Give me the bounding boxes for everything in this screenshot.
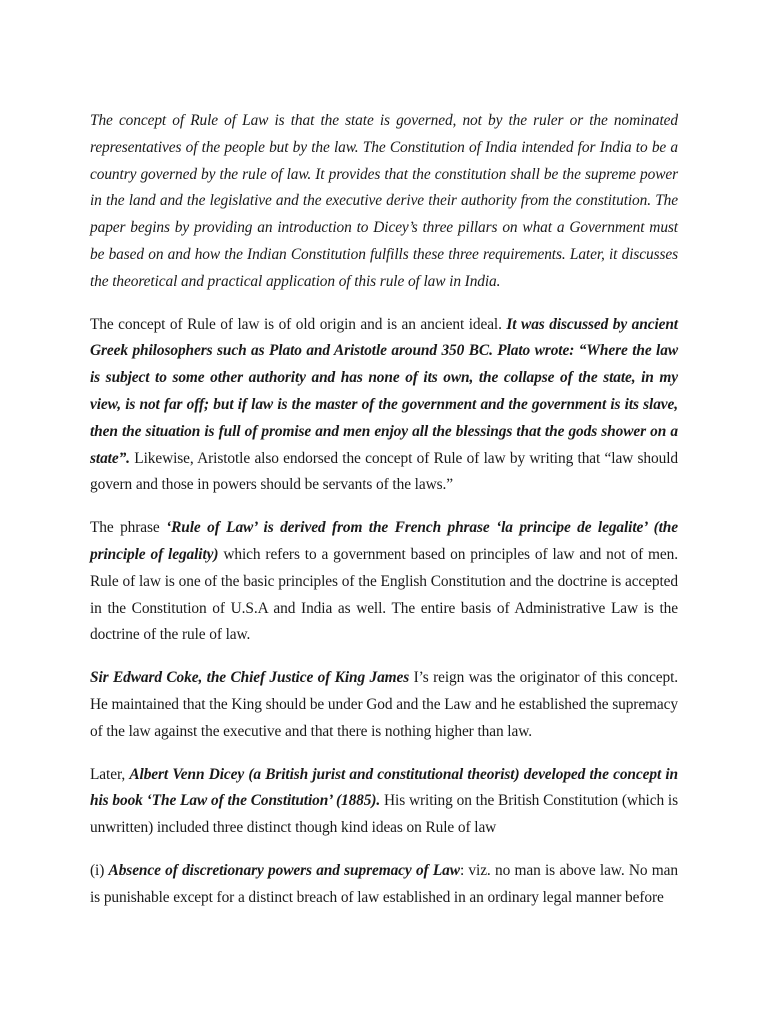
paragraph-first-principle	[90, 858, 678, 912]
emphasis-text: Absence of discretionary powers and supremacy of Law	[108, 861, 460, 879]
emphasis-text: Albert Venn Dicey (a British jurist and constitutional theorist) developed the concept in his book ‘The Law of the Constitution’ (1885).	[90, 765, 679, 810]
paragraph-lead: The phrase	[90, 519, 167, 537]
paragraph-tail: Likewise, Aristotle also endorsed the concept of Rule of law by writing that “law should govern and those in powers should be servants of the laws.”	[90, 449, 678, 494]
paragraph-dicey	[90, 762, 678, 842]
paragraph-lead: The concept of Rule of law is of old origin and is an ancient ideal.	[90, 315, 507, 333]
emphasis-text: It was discussed by ancient Greek philosophers such as Plato and Aristotle around 350 BC. Plato wrote: “Where the law is subject to some other authority and has none of its own, the collapse of the state, in my view, is not far off; but if law is the master of the government and the government is its slave, then the situation is full of promise and men enjoy all the blessings that the gods shower on a state”.	[90, 315, 678, 467]
paragraph-lead: (i)	[90, 861, 109, 879]
paragraph-lead: Later,	[90, 765, 130, 783]
abstract-paragraph: The concept of Rule of Law is that the state is governed, not by the ruler or the nominated representatives of the people but by the law. The Constitution of India intended for India to be a country governed by the rule of law. It provides that the constitution shall be the supreme power in the land and the legislative and the executive derive their authority from the constitution. The paper begins by providing an introduction to Dicey’s three pillars on what a Government must be based on and how the Indian Constitution fulfills these three requirements. Later, it discusses the theoretical and practical application of this rule of law in India.	[90, 112, 678, 290]
paragraph-tail: His writing on the British Constitution (which is unwritten) included three distinct though kind ideas on Rule of law	[90, 792, 678, 837]
paragraph-tail: which refers to a government based on principles of law and not of men. Rule of law is one of the basic principles of the English Constitution and the doctrine is accepted in the Constitution of U.S.A and India as well. The entire basis of Administrative Law is the doctrine of the rule of law.	[90, 545, 678, 644]
paragraph-phrase-origin	[90, 515, 678, 649]
paragraph-plato-aristotle	[90, 312, 678, 500]
paragraph-tail: : viz. no man is above law. No man is punishable except for a distinct breach of law established in an ordinary legal manner before	[90, 861, 678, 906]
paragraph-tail: I’s reign was the originator of this concept. He maintained that the King should be under God and the Law and he established the supremacy of the law against the executive and that there is nothing higher than law.	[90, 669, 678, 740]
paragraph-edward-coke	[90, 665, 678, 745]
emphasis-text: Sir Edward Coke, the Chief Justice of King James	[90, 669, 410, 687]
emphasis-text: ‘Rule of Law’ is derived from the French phrase ‘la principe de legalite’ (the principle of legality)	[90, 519, 678, 563]
